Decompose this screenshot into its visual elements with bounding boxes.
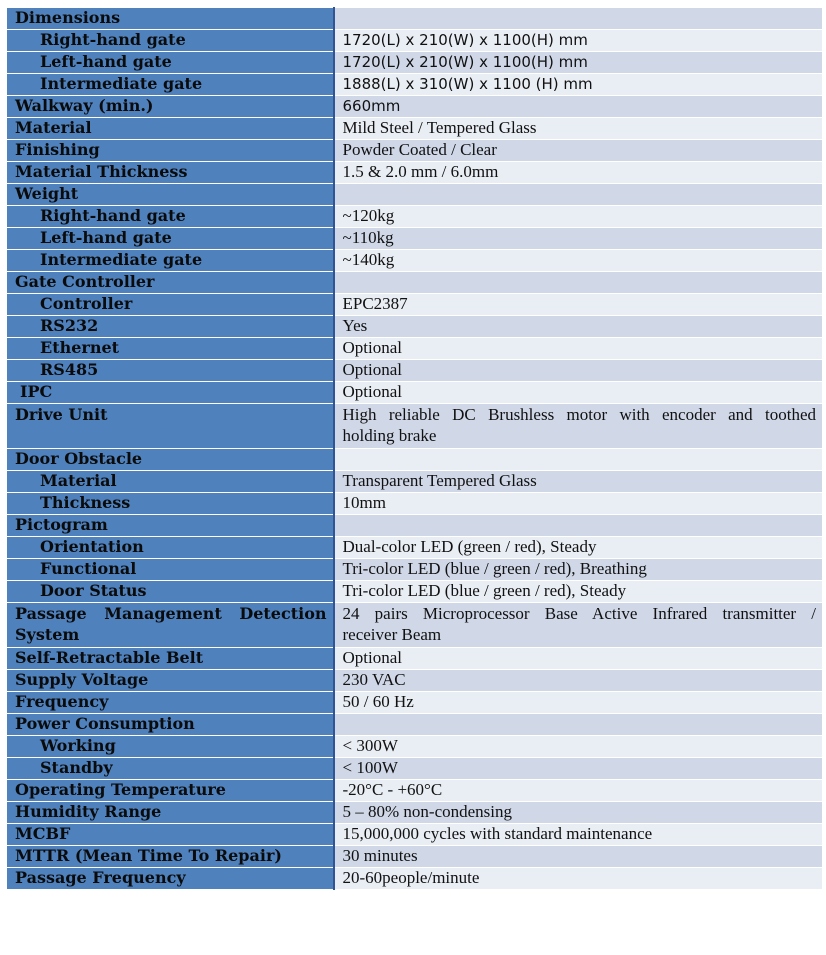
spec-value: Tri-color LED (blue / green / red), Breathing (334, 559, 823, 581)
spec-label: RS232 (7, 316, 334, 338)
spec-value-line: 24 pairs Microprocessor Base Active Infrared transmitter / (342, 604, 816, 623)
spec-row (7, 471, 823, 493)
spec-value: Powder Coated / Clear (334, 140, 823, 162)
spec-label: Finishing (7, 140, 334, 162)
spec-value: 230 VAC (334, 670, 823, 692)
spec-row (7, 537, 823, 559)
spec-row (7, 692, 823, 714)
spec-value: 1720(L) x 210(W) x 1100(H) mm (334, 30, 823, 52)
spec-label: Material (7, 118, 334, 140)
spec-label: Ethernet (7, 338, 334, 360)
spec-label-line: System (15, 625, 80, 644)
spec-label: Right-hand gate (7, 30, 334, 52)
spec-row (7, 648, 823, 670)
spec-label: Supply Voltage (7, 670, 334, 692)
spec-row (7, 382, 823, 404)
spec-label: Door Status (7, 581, 334, 603)
spec-row (7, 758, 823, 780)
spec-label: Humidity Range (7, 802, 334, 824)
spec-label: Drive Unit (7, 404, 334, 449)
spec-value (334, 515, 823, 537)
spec-row (7, 670, 823, 692)
spec-label: Frequency (7, 692, 334, 714)
spec-value: 15,000,000 cycles with standard maintenance (334, 824, 823, 846)
spec-value: Dual-color LED (green / red), Steady (334, 537, 823, 559)
spec-label: Dimensions (7, 8, 334, 30)
spec-row (7, 404, 823, 449)
spec-value: ~120kg (334, 206, 823, 228)
spec-value (334, 449, 823, 471)
spec-value-line: High reliable DC Brushless motor with encoder and toothed (342, 405, 816, 424)
spec-label: RS485 (7, 360, 334, 382)
spec-value: Mild Steel / Tempered Glass (334, 118, 823, 140)
spec-value (334, 603, 823, 648)
spec-row (7, 868, 823, 890)
spec-row (7, 559, 823, 581)
spec-label: Thickness (7, 493, 334, 515)
spec-value: Optional (334, 382, 823, 404)
spec-row (7, 294, 823, 316)
spec-value: < 300W (334, 736, 823, 758)
spec-label: Pictogram (7, 515, 334, 537)
spec-value: ~140kg (334, 250, 823, 272)
spec-label: Intermediate gate (7, 74, 334, 96)
spec-row (7, 493, 823, 515)
spec-label: IPC (7, 382, 334, 404)
spec-row (7, 824, 823, 846)
spec-label: Left-hand gate (7, 52, 334, 74)
spec-label: Walkway (min.) (7, 96, 334, 118)
spec-label: Operating Temperature (7, 780, 334, 802)
spec-label: MTTR (Mean Time To Repair) (7, 846, 334, 868)
spec-row (7, 96, 823, 118)
spec-row (7, 515, 823, 537)
spec-value (334, 8, 823, 30)
spec-value-line: receiver Beam (342, 625, 442, 644)
spec-row (7, 603, 823, 648)
spec-row (7, 228, 823, 250)
spec-value: -20°C - +60°C (334, 780, 823, 802)
spec-value: 5 – 80% non-condensing (334, 802, 823, 824)
spec-row (7, 449, 823, 471)
spec-value: 1888(L) x 310(W) x 1100 (H) mm (334, 74, 823, 96)
spec-label: Weight (7, 184, 334, 206)
spec-label: Intermediate gate (7, 250, 334, 272)
spec-row (7, 162, 823, 184)
spec-value: Optional (334, 648, 823, 670)
spec-value: EPC2387 (334, 294, 823, 316)
spec-row (7, 250, 823, 272)
spec-label: Orientation (7, 537, 334, 559)
spec-label (7, 603, 334, 648)
spec-row (7, 360, 823, 382)
spec-value: 1720(L) x 210(W) x 1100(H) mm (334, 52, 823, 74)
spec-label: Working (7, 736, 334, 758)
spec-row (7, 184, 823, 206)
spec-label: Left-hand gate (7, 228, 334, 250)
spec-row (7, 581, 823, 603)
spec-row (7, 338, 823, 360)
spec-label: Gate Controller (7, 272, 334, 294)
spec-label: Right-hand gate (7, 206, 334, 228)
spec-label: Door Obstacle (7, 449, 334, 471)
spec-row (7, 780, 823, 802)
spec-row (7, 714, 823, 736)
spec-value: Yes (334, 316, 823, 338)
spec-value: ~110kg (334, 228, 823, 250)
spec-value: 30 minutes (334, 846, 823, 868)
spec-label: Self-Retractable Belt (7, 648, 334, 670)
spec-value: Transparent Tempered Glass (334, 471, 823, 493)
spec-row (7, 206, 823, 228)
spec-label: MCBF (7, 824, 334, 846)
spec-table (6, 7, 823, 890)
spec-value: 50 / 60 Hz (334, 692, 823, 714)
spec-value: < 100W (334, 758, 823, 780)
spec-row (7, 118, 823, 140)
spec-value: Optional (334, 360, 823, 382)
spec-value (334, 272, 823, 294)
spec-label-line: Passage Management Detection (15, 604, 327, 623)
spec-row (7, 30, 823, 52)
spec-row (7, 736, 823, 758)
spec-value (334, 714, 823, 736)
spec-row (7, 802, 823, 824)
spec-label: Material (7, 471, 334, 493)
spec-label: Functional (7, 559, 334, 581)
spec-table-body (7, 8, 823, 890)
spec-row (7, 8, 823, 30)
spec-label: Power Consumption (7, 714, 334, 736)
spec-value (334, 404, 823, 449)
spec-value (334, 184, 823, 206)
spec-value: 10mm (334, 493, 823, 515)
spec-label: Material Thickness (7, 162, 334, 184)
spec-value: 660mm (334, 96, 823, 118)
spec-label: Passage Frequency (7, 868, 334, 890)
spec-row (7, 272, 823, 294)
spec-label: Controller (7, 294, 334, 316)
spec-value: 20-60people/minute (334, 868, 823, 890)
spec-value: Tri-color LED (blue / green / red), Steady (334, 581, 823, 603)
spec-row (7, 140, 823, 162)
spec-value: Optional (334, 338, 823, 360)
spec-row (7, 316, 823, 338)
spec-value-line: holding brake (342, 426, 437, 445)
spec-row (7, 52, 823, 74)
spec-label: Standby (7, 758, 334, 780)
spec-row (7, 74, 823, 96)
spec-value: 1.5 & 2.0 mm / 6.0mm (334, 162, 823, 184)
spec-row (7, 846, 823, 868)
